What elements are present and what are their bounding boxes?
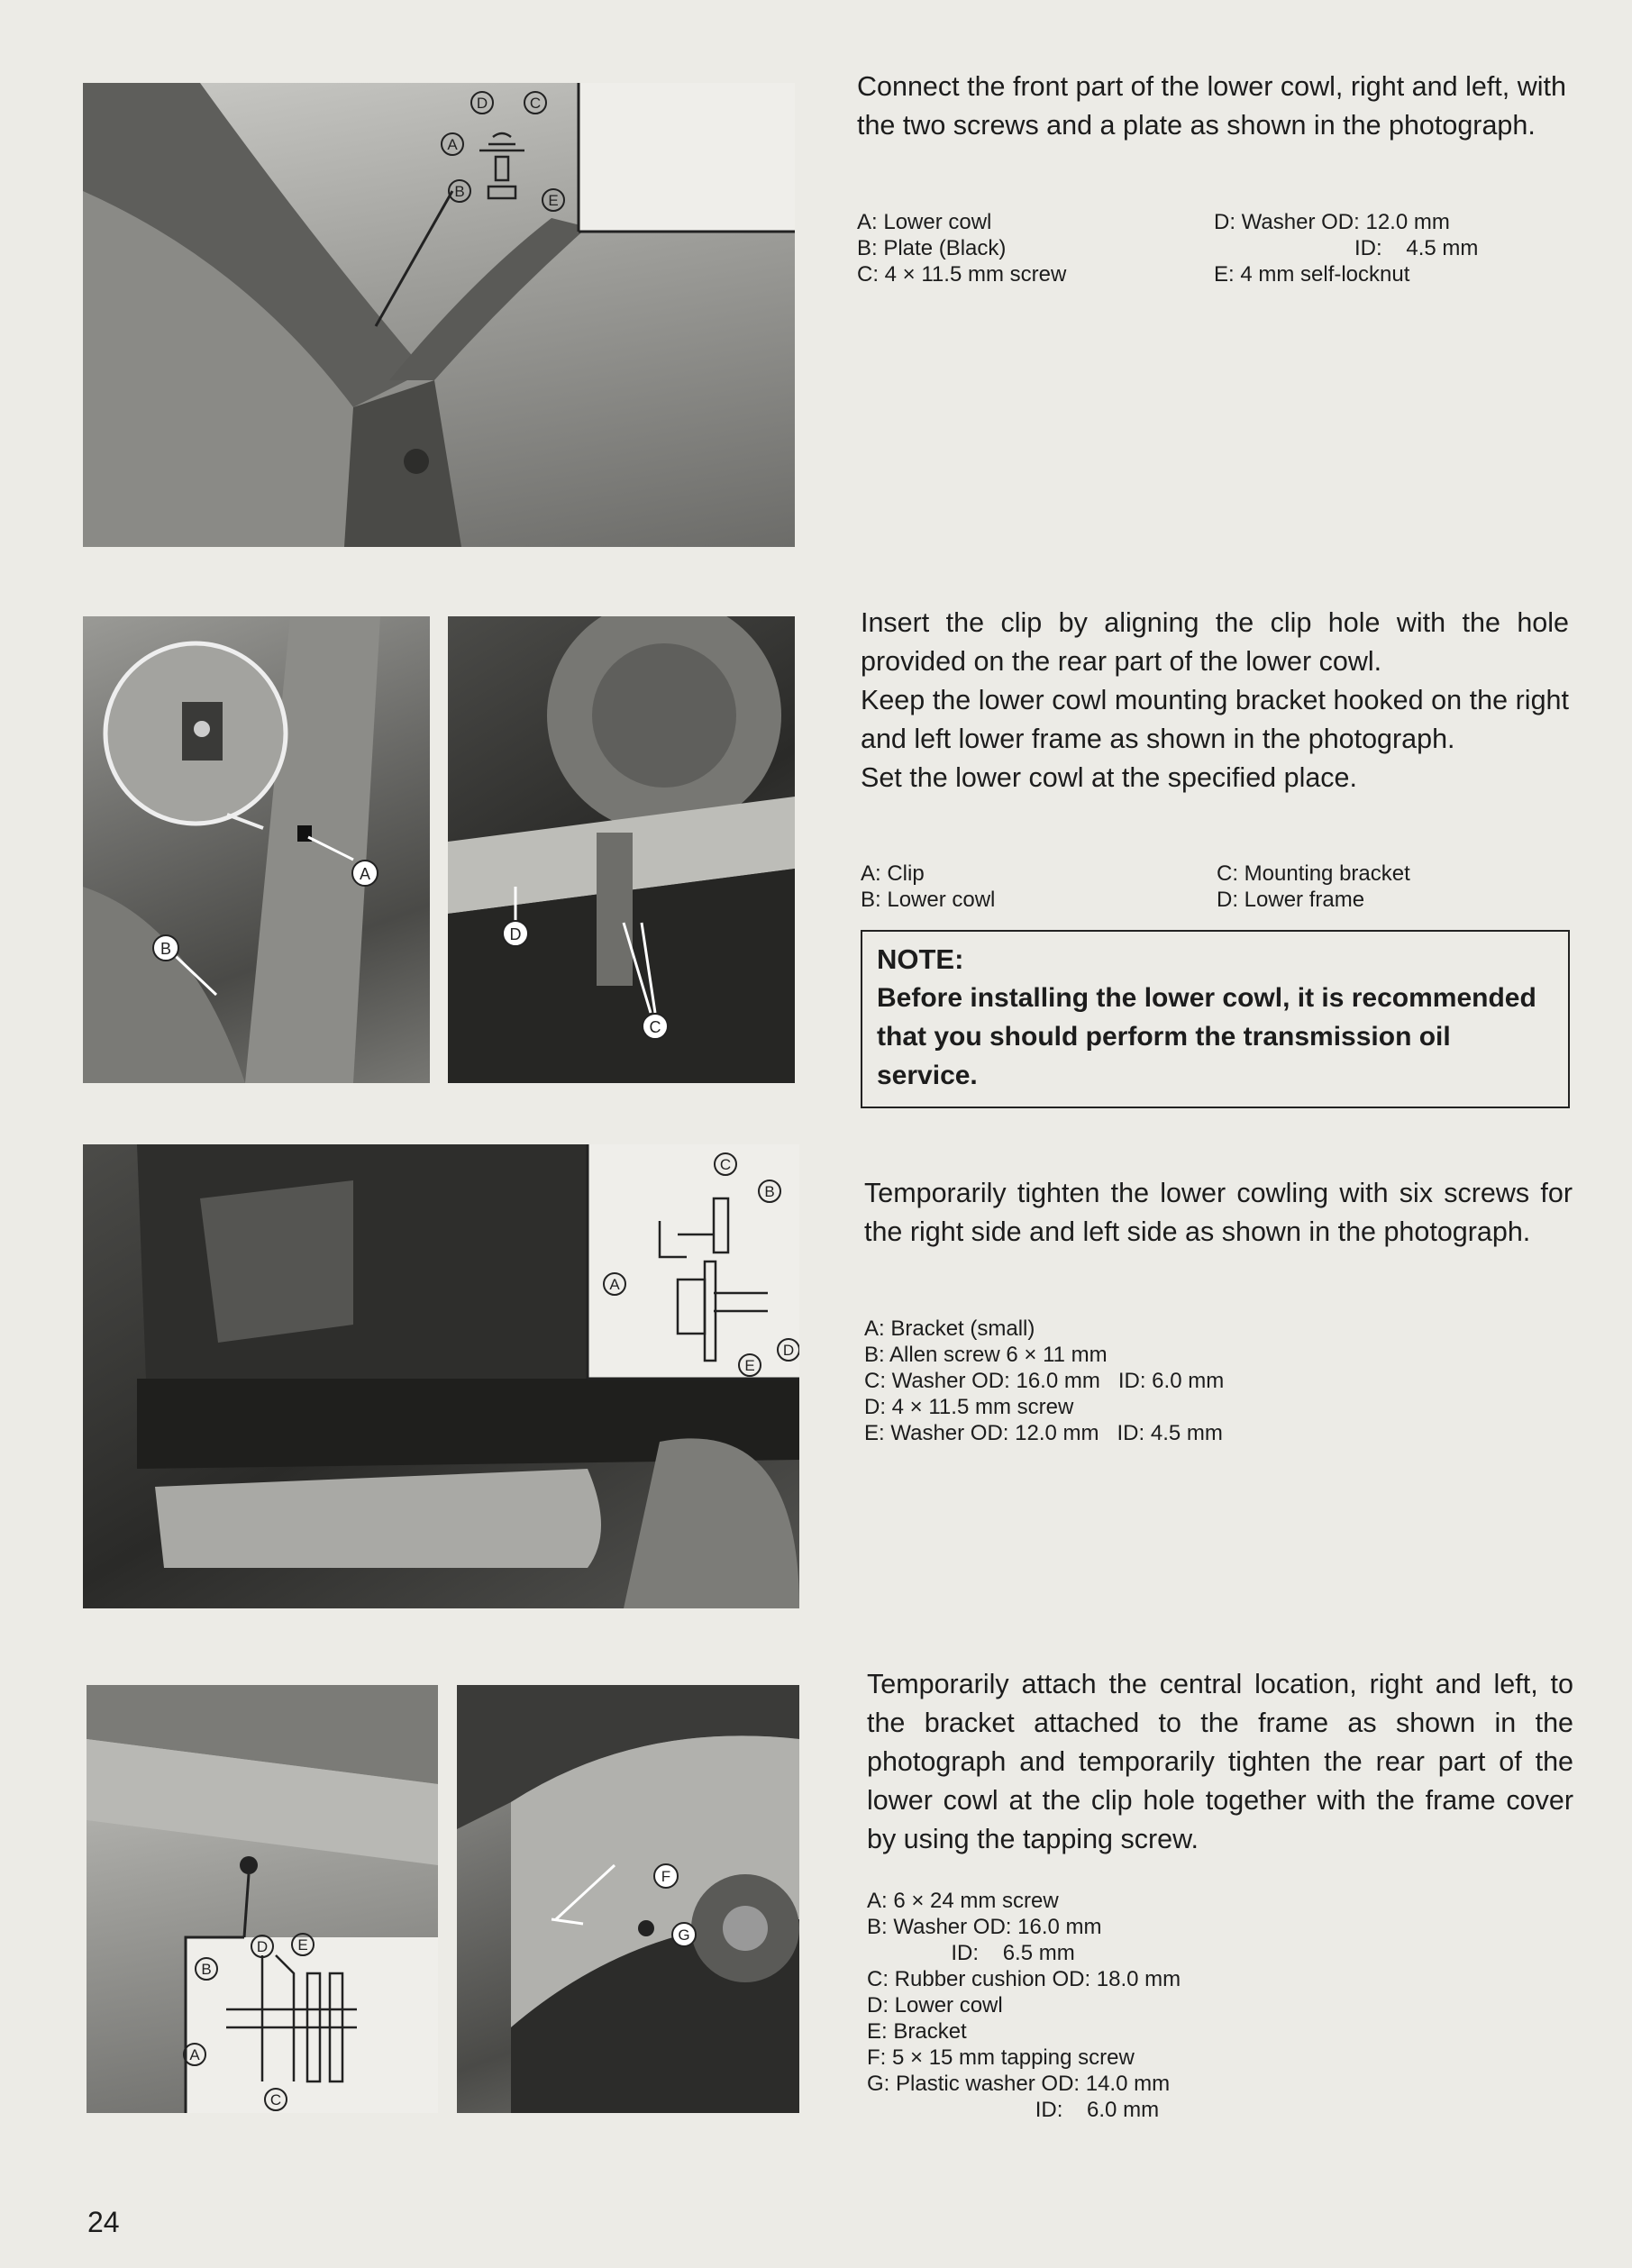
callout-d: D	[476, 95, 488, 112]
callout-c: C	[269, 2091, 282, 2109]
photo-lower-cowling-screws	[83, 1144, 799, 1608]
callout-c: C	[649, 1018, 661, 1036]
section-2-legend-right	[1217, 861, 1568, 913]
callout-e: E	[297, 1936, 308, 1954]
legend-item: F: 5 × 15 mm tapping screw	[867, 2045, 1135, 2070]
legend-item: A: 6 × 24 mm screw	[867, 1889, 1059, 1913]
legend-item: B: Lower cowl	[861, 888, 996, 912]
section-1-paragraph: Connect the front part of the lower cowl, right and left, with the two screws and a plate as shown in the photograph.	[857, 71, 1566, 141]
section-3-text	[864, 1174, 1573, 1252]
section-3-paragraph: Temporarily tighten the lower cowling with six screws for the right side and left side as shown in the photograph.	[864, 1178, 1573, 1247]
callout-b: B	[201, 1961, 212, 1978]
callout-g: G	[678, 1926, 690, 1944]
legend-item: ID: 6.5 mm	[867, 1941, 1075, 1965]
legend-item: ID: 4.5 mm	[1354, 236, 1479, 260]
legend-item: E: 4 mm self-locknut	[1214, 262, 1410, 287]
legend-item: D: Lower cowl	[867, 1993, 1003, 2018]
callout-b: B	[454, 183, 465, 200]
callout-b: B	[764, 1183, 775, 1200]
legend-item: E: Washer OD: 12.0 mm ID: 4.5 mm	[864, 1421, 1223, 1445]
callout-a: A	[189, 2046, 200, 2063]
page-number: 24	[87, 2206, 120, 2238]
section-1-legend-left	[857, 209, 1199, 287]
callout-e: E	[548, 192, 559, 209]
legend-item: G: Plastic washer OD: 14.0 mm	[867, 2072, 1171, 2096]
section-4-paragraph: Temporarily attach the central location, right and left, to the bracket attached to the frame as shown in the photograph and temporarily tighten the rear part of the lower cowl at the clip hole together with the frame cover by using the tapping screw.	[867, 1669, 1573, 1854]
photo-mounting-bracket	[448, 616, 795, 1083]
callout-a: A	[447, 136, 458, 153]
legend-item: B: Allen screw 6 × 11 mm	[864, 1343, 1108, 1367]
section-3-legend	[864, 1316, 1567, 1446]
legend-item: A: Lower cowl	[857, 210, 992, 234]
callout-c: C	[529, 95, 542, 112]
section-4-legend	[867, 1888, 1570, 2123]
callout-e: E	[744, 1357, 755, 1374]
legend-item: C: Washer OD: 16.0 mm ID: 6.0 mm	[864, 1369, 1225, 1393]
photo-front-cowl-joint	[83, 83, 795, 547]
section-2-text	[861, 604, 1569, 797]
legend-item: D: Washer OD: 12.0 mm	[1214, 210, 1450, 234]
section-4-text	[867, 1665, 1573, 1859]
legend-item: D: Lower frame	[1217, 888, 1365, 912]
callout-d: D	[256, 1938, 269, 1955]
photo-central-bracket	[87, 1685, 438, 2113]
photo-clip-hole	[83, 616, 430, 1083]
callout-d: D	[509, 925, 522, 943]
legend-item: B: Washer OD: 16.0 mm	[867, 1915, 1102, 1939]
callout-a: A	[359, 865, 371, 883]
section-1-text	[857, 68, 1566, 145]
section-2-legend-left	[861, 861, 1203, 913]
section-2-paragraph: Insert the clip by aligning the clip hole with the hole provided on the rear part of the lower cowl. Keep the lower cowl mounting bracket hooked on the right and left lower frame as shown in the photograph. Set the lower cowl at the specified place.	[861, 607, 1569, 793]
legend-item: E: Bracket	[867, 2019, 967, 2044]
legend-item: C: Mounting bracket	[1217, 861, 1410, 886]
legend-item: A: Clip	[861, 861, 925, 886]
callout-d: D	[782, 1342, 795, 1359]
callout-c: C	[719, 1156, 732, 1173]
note-heading: NOTE:	[877, 943, 964, 975]
photo-tapping-screw	[457, 1685, 799, 2113]
callout-f: F	[661, 1868, 671, 1885]
note-body: Before installing the lower cowl, it is recommended that you should perform the transmission oil service.	[877, 983, 1536, 1090]
note-box	[861, 930, 1570, 1108]
legend-item: ID: 6.0 mm	[867, 2098, 1160, 2122]
section-1-legend-right	[1214, 209, 1565, 287]
legend-item: D: 4 × 11.5 mm screw	[864, 1395, 1074, 1419]
legend-item: C: 4 × 11.5 mm screw	[857, 262, 1067, 287]
legend-item: A: Bracket (small)	[864, 1316, 1035, 1341]
legend-item: B: Plate (Black)	[857, 236, 1007, 260]
callout-b: B	[160, 940, 172, 958]
callout-a: A	[609, 1276, 620, 1293]
legend-item: C: Rubber cushion OD: 18.0 mm	[867, 1967, 1181, 1991]
